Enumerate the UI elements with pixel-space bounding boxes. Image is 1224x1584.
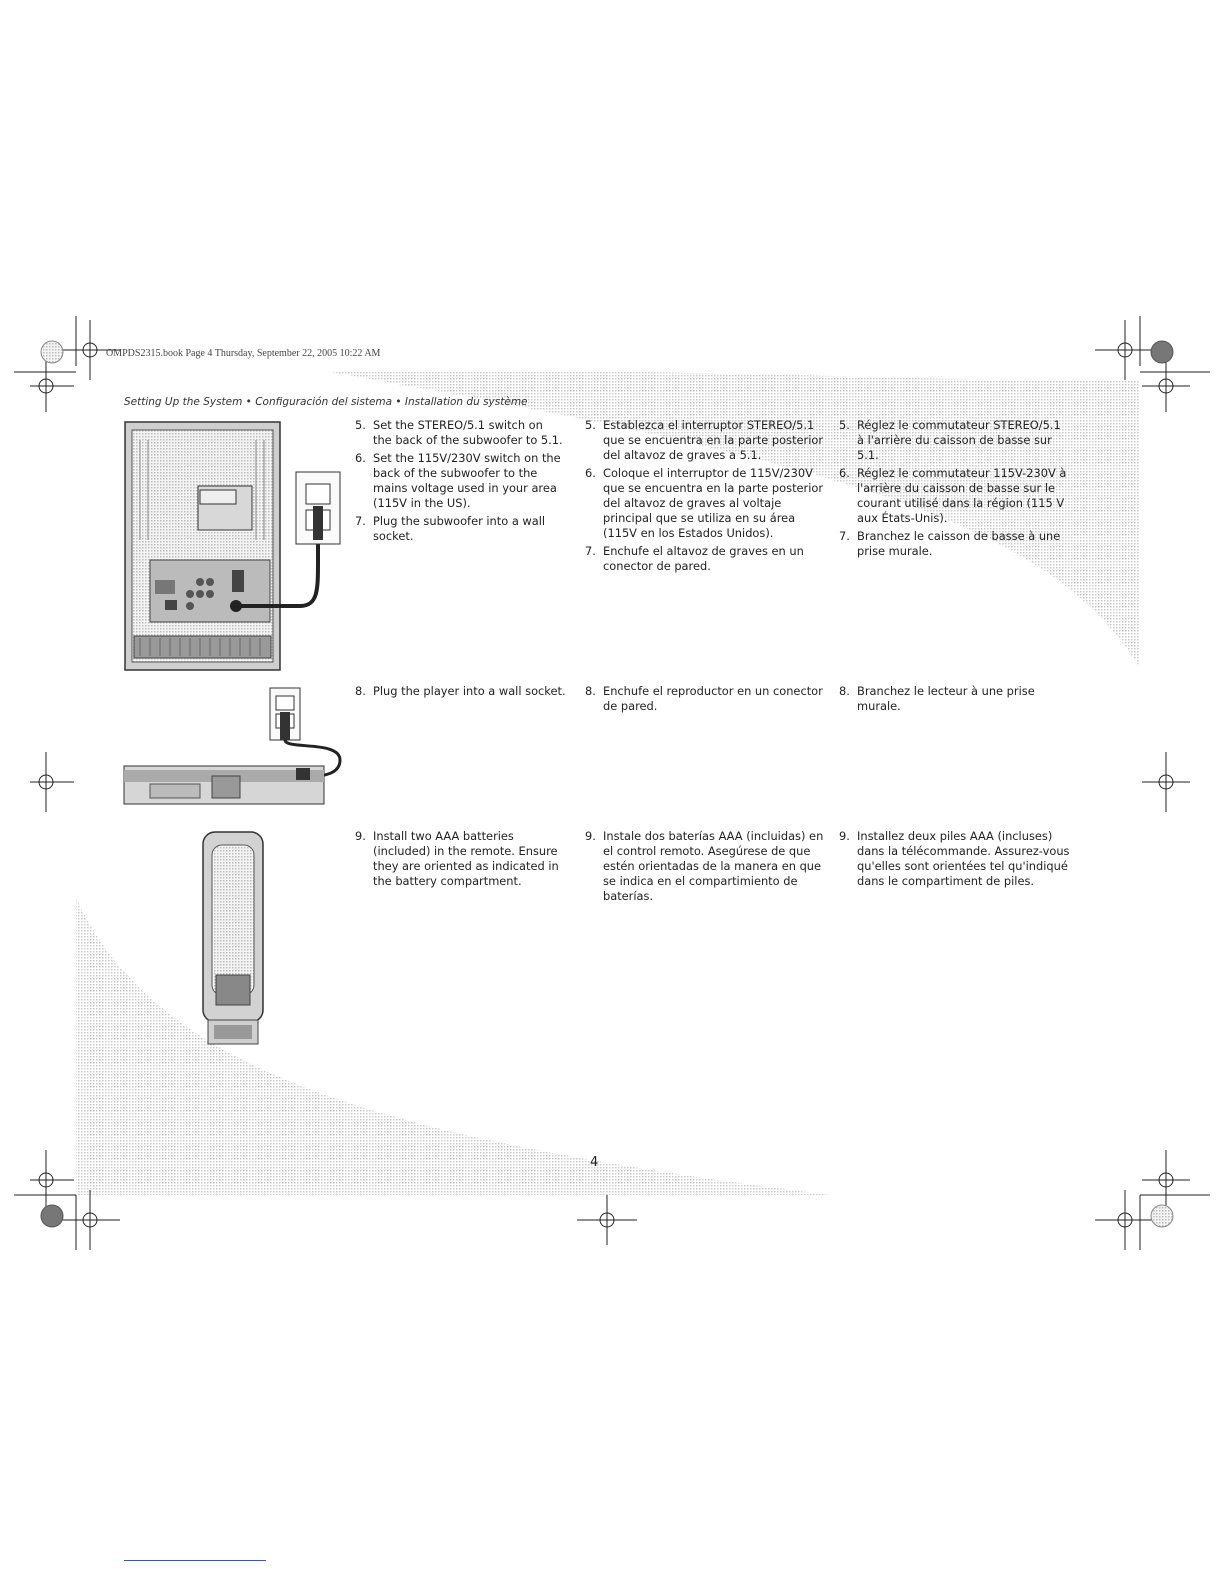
spanish-column-block3 xyxy=(585,829,825,907)
english-column-block1 xyxy=(355,418,565,547)
step-item: 7. Plug the subwoofer into a wall socket. xyxy=(355,514,546,543)
page-number: 4 xyxy=(590,1155,599,1170)
step-item: 8. Enchufe el reproductor en un conector de pared. xyxy=(585,684,823,713)
step-item: 6. Réglez le commutateur 115V-230V à l'arrière du caisson de basse sur le courant utilisé dans la région (115 V aux États-Unis). xyxy=(839,466,1067,525)
step-item: 9. Installez deux piles AAA (incluses) dans la télécommande. Assurez-vous qu'elles sont orientées tel qu'indiqué dans le compartiment de piles. xyxy=(839,829,1070,888)
spanish-column-block1 xyxy=(585,418,825,577)
step-item: 6. Set the 115V/230V switch on the back of the subwoofer to the mains voltage used in your area (115V in the US). xyxy=(355,451,561,510)
section-header: Setting Up the System • Configuración del sistema • Installation du système xyxy=(124,396,528,408)
step-item: 5. Establezca el interruptor STEREO/5.1 que se encuentra en la parte posterior del altavoz de graves a 5.1. xyxy=(585,418,824,462)
step-item: 5. Set the STEREO/5.1 switch on the back of the subwoofer to 5.1. xyxy=(355,418,563,447)
english-column-block3 xyxy=(355,829,565,892)
step-item: 7. Branchez le caisson de basse à une prise murale. xyxy=(839,529,1061,558)
english-column-block2 xyxy=(355,684,570,702)
step-item: 8. Branchez le lecteur à une prise murale. xyxy=(839,684,1035,713)
step-item: 9. Install two AAA batteries (included) in the remote. Ensure they are oriented as indicated in the battery compartment. xyxy=(355,829,559,888)
remote-illustration xyxy=(203,832,263,1044)
registration-dot-bl xyxy=(41,1205,63,1227)
french-column-block3 xyxy=(839,829,1071,892)
step-item: 9. Instale dos baterías AAA (incluidas) en el control remoto. Asegúrese de que estén orientadas de la manera en que se indica en el compartimiento de baterías. xyxy=(585,829,824,903)
registration-dot-br xyxy=(1151,1205,1173,1227)
bottom-rule xyxy=(124,1560,266,1561)
french-column-block2 xyxy=(839,684,1071,717)
spanish-column-block2 xyxy=(585,684,825,717)
step-item: 8. Plug the player into a wall socket. xyxy=(355,684,566,698)
registration-dot-tr xyxy=(1151,341,1173,363)
registration-dot-tl xyxy=(41,341,63,363)
step-item: 6. Coloque el interruptor de 115V/230V que se encuentra en la parte posterior del altavoz de graves al voltaje principal que se utiliza en su área (115V en los Estados Unidos). xyxy=(585,466,824,540)
print-info-line: OMPDS2315.book Page 4 Thursday, September 22, 2005 10:22 AM xyxy=(106,348,381,359)
step-item: 5. Réglez le commutateur STEREO/5.1 à l'arrière du caisson de basse sur 5.1. xyxy=(839,418,1061,462)
french-column-block1 xyxy=(839,418,1071,562)
subwoofer-illustration xyxy=(125,422,340,670)
player-illustration xyxy=(124,688,340,804)
bottom-swoosh xyxy=(76,898,830,1195)
step-item: 7. Enchufe el altavoz de graves en un conector de pared. xyxy=(585,544,804,573)
